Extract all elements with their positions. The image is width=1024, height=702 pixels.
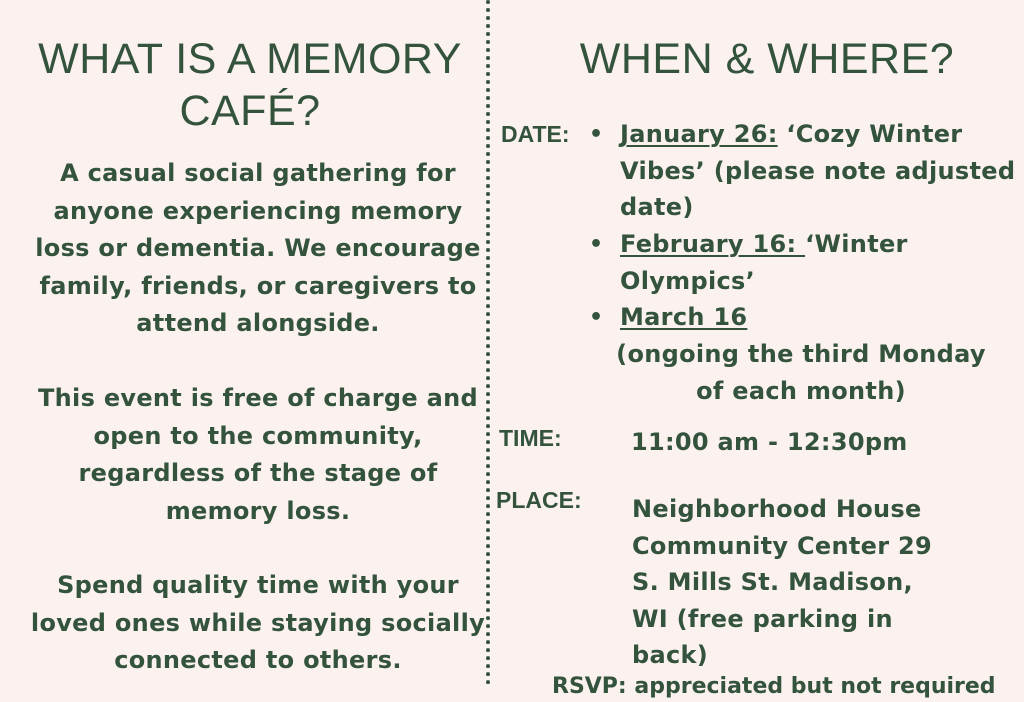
- time-label: TIME:: [499, 425, 562, 451]
- place-label: PLACE:: [496, 487, 582, 513]
- date-item-january-date: January 26:: [620, 120, 778, 148]
- quality-time-paragraph: Spend quality time with your loved ones while staying socially connected to others.: [30, 571, 486, 674]
- bullet-icon: •: [589, 232, 604, 257]
- rsvp-note: RSVP: appreciated but not required: [552, 674, 996, 699]
- date-item-february-date: February 16:: [620, 230, 806, 258]
- time-value: 11:00 am - 12:30pm: [631, 428, 908, 456]
- bullet-icon: •: [589, 305, 604, 330]
- place-address: Neighborhood House Community Center 29 S. Mills St. Madison, WI (free parking in back): [632, 495, 933, 669]
- date-item-february-text: ‘Winter Olympics’: [620, 230, 908, 295]
- description-paragraph: A casual social gathering for anyone experiencing memory loss or dementia. We encourage family, friends, or caregivers to attend alongside.: [35, 159, 481, 337]
- date-item-february: [620, 226, 940, 299]
- date-item-january-text: ‘Cozy Winter Vibes’ (please note adjusted date): [620, 120, 1016, 221]
- bullet-icon: •: [589, 122, 604, 147]
- when-where-title: WHEN & WHERE?: [579, 35, 955, 83]
- date-item-march: [620, 299, 920, 336]
- memory-cafe-title: WHAT IS A MEMORY CAFÉ?: [38, 35, 462, 135]
- ongoing-note: (ongoing the third Monday of each month): [616, 340, 986, 405]
- date-item-january: [620, 116, 1020, 226]
- date-item-march-date: March 16: [620, 303, 748, 331]
- free-event-paragraph: This event is free of charge and open to the community, regardless of the stage of memory loss.: [38, 384, 478, 525]
- date-label: DATE:: [501, 121, 570, 147]
